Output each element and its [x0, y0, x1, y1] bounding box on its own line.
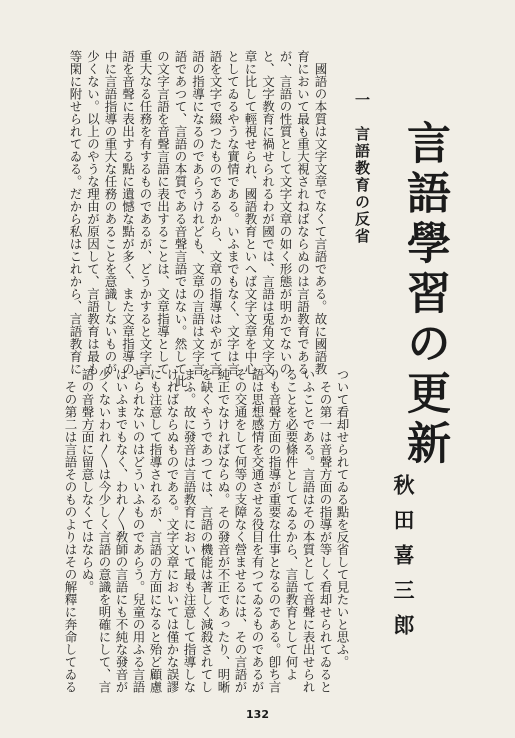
text-line: 少くない。以上のやうな理由が原因して、言語教育は最も — [85, 50, 101, 375]
text-line: 語を文字で綴つたものであるから、文章の指導はやがて言 — [208, 50, 223, 375]
text-line: りも音聲方面の指導が重要な仕事となるのである。卽ち言 — [267, 368, 282, 693]
text-line: 語であつて、言語の本質である音聲言語ではない。然して此 — [173, 50, 188, 388]
text-line: 純正でなければならぬ。その發音が不正であったり、明晰 — [216, 368, 231, 693]
text-line: が、言語の性質として文字文章の如く形態が明かでないの — [278, 50, 293, 375]
text-line: まふ。故に發音は言語教育において最も注意して指導しな — [182, 368, 197, 693]
lower-text-block — [63, 368, 351, 720]
article-title: 言語學習の更新 — [399, 120, 450, 470]
text-line: 語の音聲方面に留意しなくてはならぬ。 — [80, 368, 95, 593]
text-line: 育において最も重大視されねばならぬのは言語教育である — [295, 50, 311, 375]
text-line: 語の指導になるのであらうけれども、文章の言語は文字言 — [190, 50, 206, 375]
text-line: 中に言語指導の重大な任務のあることを意識しないものが — [103, 50, 118, 375]
text-line: はいふまでもなく、われ〳〵敎師の言語にも不純な發音が — [114, 368, 129, 693]
text-line: せられないのはどういふものであらう。兒童の用ふる言語 — [131, 368, 146, 693]
text-line: ついて看却せられてゐる點を反省して見たいと思ふ。 — [335, 368, 350, 668]
text-line: 語は思想感情を交通させる役目を有つてゐるものであるが — [250, 368, 265, 693]
page-number: 132 — [246, 708, 269, 721]
text-line: としてゐるやうな實情である。いふまでもなく、文字は言 — [225, 50, 241, 375]
text-line: その第一は音聲方面の指導が等しく看却せられてゐると — [318, 368, 333, 693]
author-name: 秋田喜三郎 — [391, 474, 416, 649]
text-line: ければならぬものである。文字文章においては僅かな誤謬 — [165, 368, 180, 693]
text-line: にも注意して指導されるが、言語の方面になると殆ど顧慮 — [148, 368, 163, 693]
main-text-block — [59, 50, 329, 388]
text-line: その第二は言語そのものよりはその解釋に奔命してゐる — [63, 368, 78, 693]
text-line: 少くないわれ〳〵は今少しく言語の意識を明確にして、言 — [97, 368, 112, 693]
text-line: 章に比して輕視せられ、國語教育といへば文字文章を中心 — [243, 50, 258, 375]
text-line: と、文字教育に禍せられるわが國では、言語は兎角文字文 — [260, 50, 276, 375]
text-line: その交通をして何等の支障なく營ませるには、その言語が — [233, 368, 248, 693]
text-line: を缺くやうであつては、言語の機能は著しく減殺されてし — [199, 368, 214, 693]
text-line: ることを必要條件としてゐるから、言語教育として何よ — [284, 368, 299, 681]
text-line: の文字言語を音聲言語に表出することは、文章指導として — [155, 50, 171, 375]
text-line: 等閑に附せられてゐる。だから私はこれから、言語教育に — [68, 50, 83, 375]
text-line: 重大なる任務を有するものであるが、どうかすると文字言 — [138, 50, 153, 375]
text-line: 語を音聲に表出する點に遺憾な點が多く、また文章指導の — [120, 50, 136, 375]
text-line: いふことである。言語はその本質として音聲に表出せられ — [301, 368, 316, 693]
section-heading: 一 言語教育の反省 — [353, 92, 371, 245]
text-line: 國語の本質は文字文章でなくて言語である。故に國語教 — [313, 50, 328, 375]
